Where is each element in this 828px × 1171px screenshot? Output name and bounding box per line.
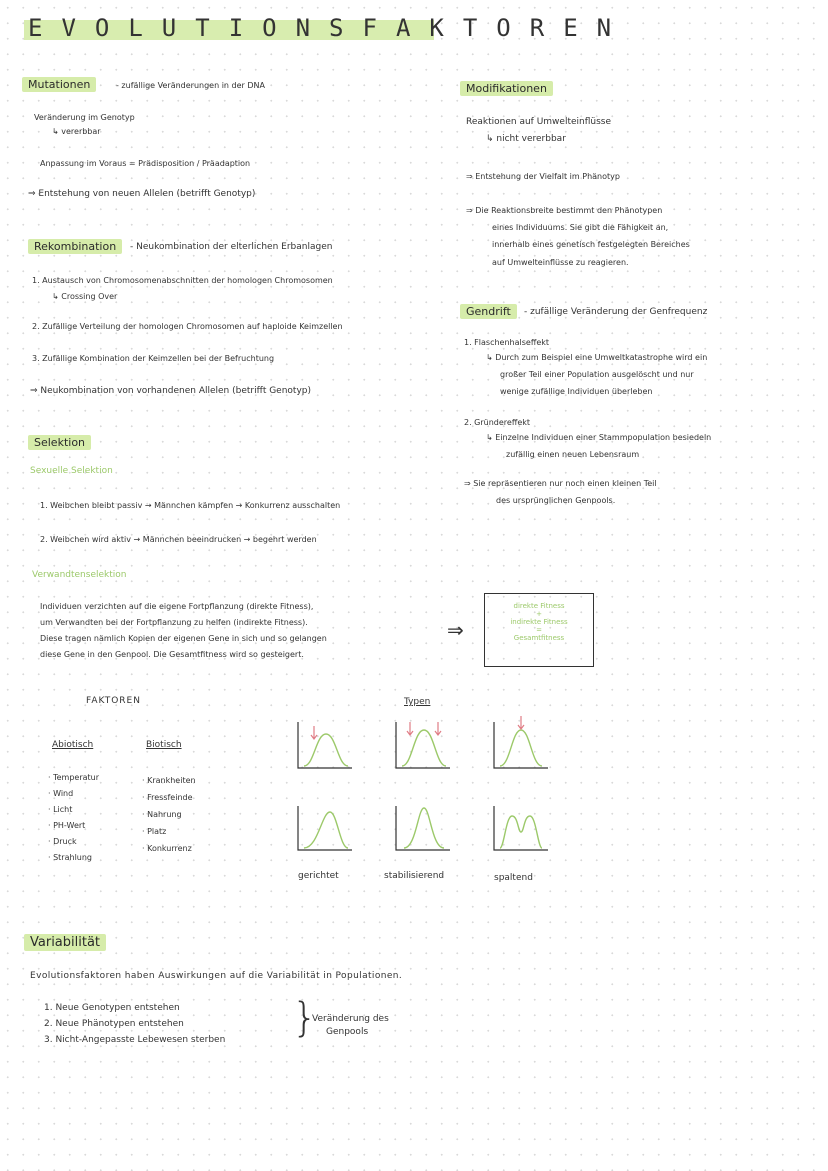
rekombination-item: 1. Austausch von Chromosomenabschnitten der homologen Chromosomen	[32, 276, 333, 285]
mutationen-conclusion: ⇒ Entstehung von neuen Allelen (betrifft Genotyp)	[28, 189, 256, 199]
list-item: · Platz	[142, 827, 167, 836]
mutationen-heading: Mutationen	[22, 78, 96, 91]
fitness-box: direkte Fitness + indirekte Fitness = Gesamtfitness	[484, 593, 594, 667]
curve-spaltend-after	[500, 816, 542, 848]
curve-stabilisierend-before	[402, 730, 446, 766]
rekombination-conclusion: ⇒ Neukombination von vorhandenen Allelen (betrifft Genotyp)	[30, 386, 312, 396]
modifikationen-item: ↳ nicht vererbbar	[486, 134, 566, 144]
selection-arrow-icon	[518, 716, 524, 729]
modifikationen-detail: innerhalb eines genetisch festgelegten Bereiches	[492, 240, 690, 249]
selection-arrow-icon	[435, 722, 441, 735]
rekombination-subtitle: - Neukombination der elterlichen Erbanlagen	[130, 242, 333, 252]
list-item: · Krankheiten	[142, 776, 196, 785]
curve-stabilisierend-after	[404, 808, 444, 848]
gendrift-item: wenige zufällige Individuen überleben	[500, 387, 653, 396]
list-item: · Wind	[48, 789, 74, 798]
axis-gerichtet-bottom	[298, 806, 352, 850]
mutationen-item: Anpassung im Voraus = Prädisposition / Präadaption	[40, 159, 251, 168]
abiotisch-heading: Abiotisch	[52, 740, 94, 750]
list-item: · Temperatur	[48, 773, 100, 782]
curve-gerichtet-before	[304, 734, 348, 766]
implies-arrow: ⇒	[447, 618, 464, 642]
gendrift-conclusion: des ursprünglichen Genpools.	[496, 496, 616, 505]
verwandtenselektion-text: diese Gene in den Genpool. Die Gesamtfitness wird so gesteigert.	[40, 650, 304, 659]
variabilitaet-heading: Variabilität	[24, 935, 106, 950]
sexuelle-selektion-item: 1. Weibchen bleibt passiv → Männchen kämpfen → Konkurrenz ausschalten	[40, 501, 341, 510]
biotisch-heading: Biotisch	[146, 740, 182, 750]
typ-label-gerichtet: gerichtet	[298, 871, 339, 881]
rekombination-heading: Rekombination	[28, 240, 122, 253]
gendrift-heading: Gendrift	[460, 305, 517, 318]
sexuelle-selektion-item: 2. Weibchen wird aktiv → Männchen beeindrucken → begehrt werden	[40, 535, 317, 544]
typ-label-spaltend: spaltend	[494, 873, 533, 883]
selection-arrow-icon	[407, 722, 413, 735]
list-item: · PH-Wert	[48, 821, 86, 830]
list-item: · Fressfeinde	[142, 793, 193, 802]
abiotisch-list	[48, 770, 99, 866]
curve-spaltend-before	[500, 730, 542, 766]
gendrift-item: großer Teil einer Population ausgelöscht und nur	[500, 370, 694, 379]
modifikationen-detail: ⇒ Die Reaktionsbreite bestimmt den Phänotypen	[466, 206, 663, 215]
mutationen-subtitle: - zufällige Veränderungen in der DNA	[116, 81, 265, 90]
axis-spaltend-top	[494, 722, 548, 768]
page-title: EVOLUTIONSFAKTOREN	[28, 14, 630, 42]
variabilitaet-note: Genpools	[326, 1027, 369, 1037]
rekombination-item: 3. Zufällige Kombination der Keimzellen bei der Befruchtung	[32, 354, 275, 363]
verwandtenselektion-text: Individuen verzichten auf die eigene Fortpflanzung (direkte Fitness),	[40, 602, 314, 611]
list-item: · Strahlung	[48, 853, 93, 862]
modifikationen-detail: eines Individuums. Sie gibt die Fähigkeit an,	[492, 223, 669, 232]
axis-stabilisierend-top	[396, 722, 450, 768]
modifikationen-conclusion: ⇒ Entstehung der Vielfalt im Phänotyp	[466, 172, 620, 181]
gendrift-item: ↳ Einzelne Individuen einer Stammpopulation besiedeln	[486, 433, 712, 442]
biotisch-list	[142, 772, 196, 857]
list-item: · Druck	[48, 837, 77, 846]
selektion-heading: Selektion	[28, 436, 91, 449]
variabilitaet-item: 2. Neue Phänotypen entstehen	[44, 1019, 184, 1029]
gendrift-item: 1. Flaschenhalseffekt	[464, 338, 550, 347]
rekombination-item: 2. Zufällige Verteilung der homologen Chromosomen auf haploide Keimzellen	[32, 322, 343, 331]
gendrift-conclusion: ⇒ Sie repräsentieren nur noch einen kleinen Teil	[464, 479, 657, 488]
faktoren-heading: FAKTOREN	[86, 696, 141, 706]
modifikationen-heading: Modifikationen	[460, 82, 553, 95]
verwandtenselektion-text: um Verwandten bei der Fortpflanzung zu helfen (indirekte Fitness).	[40, 618, 308, 627]
gendrift-item: ↳ Durch zum Beispiel eine Umweltkatastrophe wird ein	[486, 353, 708, 362]
axis-stabilisierend-bottom	[396, 806, 450, 850]
verwandtenselektion-heading: Verwandtenselektion	[32, 570, 127, 580]
modifikationen-item: Reaktionen auf Umwelteinflüsse	[466, 117, 612, 127]
verwandtenselektion-text: Diese tragen nämlich Kopien der eigenen Gene in sich und so gelangen	[40, 634, 327, 643]
sexuelle-selektion-heading: Sexuelle Selektion	[30, 466, 113, 476]
rekombination-item: ↳ Crossing Over	[52, 292, 118, 301]
axis-gerichtet-top	[298, 722, 352, 768]
gendrift-subtitle: - zufällige Veränderung der Genfrequenz	[524, 307, 708, 317]
typen-heading: Typen	[404, 697, 431, 707]
variabilitaet-item: 3. Nicht-Angepasste Lebewesen sterben	[44, 1035, 226, 1045]
variabilitaet-note: Veränderung des	[312, 1014, 389, 1024]
selection-arrow-icon	[311, 726, 317, 739]
typ-label-stabilisierend: stabilisierend	[384, 871, 445, 881]
curly-brace: }	[292, 995, 318, 1041]
curve-gerichtet-after	[304, 812, 348, 848]
variabilitaet-intro: Evolutionsfaktoren haben Auswirkungen auf die Variabilität in Populationen.	[30, 971, 403, 981]
modifikationen-detail: auf Umwelteinflüsse zu reagieren.	[492, 258, 629, 267]
gendrift-item: 2. Gründereffekt	[464, 418, 531, 427]
gendrift-item: zufällig einen neuen Lebensraum	[506, 450, 640, 459]
mutationen-item: ↳ vererbbar	[52, 127, 101, 136]
list-item: · Konkurrenz	[142, 844, 192, 853]
axis-spaltend-bottom	[494, 806, 548, 850]
list-item: · Licht	[48, 805, 73, 814]
list-item: · Nahrung	[142, 810, 182, 819]
mutationen-item: Veränderung im Genotyp	[34, 113, 135, 122]
variabilitaet-item: 1. Neue Genotypen entstehen	[44, 1003, 180, 1013]
